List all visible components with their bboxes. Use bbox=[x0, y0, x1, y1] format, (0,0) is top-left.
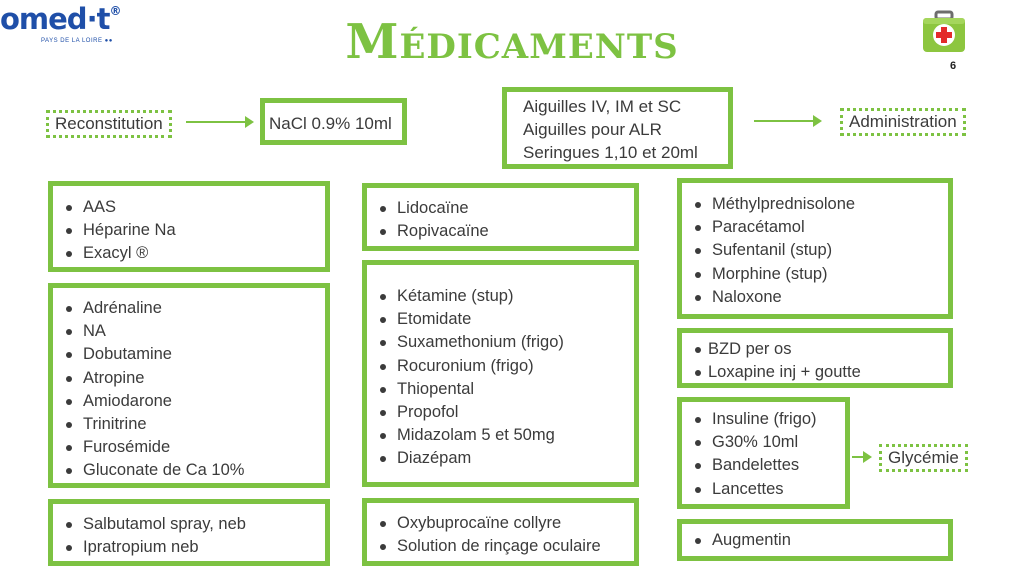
reconstitution-label: Reconstitution bbox=[46, 110, 172, 138]
drug-box-col2-1 bbox=[362, 183, 639, 251]
needles-box bbox=[502, 87, 733, 169]
drug-item: Lancettes bbox=[682, 478, 845, 501]
drug-item: Dobutamine bbox=[53, 343, 325, 366]
drug-item: G30% 10ml bbox=[682, 431, 845, 454]
logo-registered-mark: ® bbox=[109, 4, 121, 18]
drug-box-col3-1 bbox=[677, 178, 953, 319]
drug-item: Propofol bbox=[367, 401, 634, 424]
drug-item: Ipratropium neb bbox=[53, 536, 325, 559]
drug-item: Gluconate de Ca 10% bbox=[53, 459, 325, 482]
arrow-right-icon bbox=[186, 121, 252, 123]
administration-label: Administration bbox=[840, 108, 966, 136]
needles-item: Aiguilles IV, IM et SC bbox=[523, 97, 682, 116]
drug-item: Furosémide bbox=[53, 436, 325, 459]
drug-item: Solution de rinçage oculaire bbox=[367, 535, 634, 558]
drug-item: Atropine bbox=[53, 367, 325, 390]
drug-item: Bandelettes bbox=[682, 454, 845, 477]
drug-item: BZD per os bbox=[682, 338, 948, 361]
drug-item: Augmentin bbox=[682, 529, 948, 552]
drug-item: NA bbox=[53, 320, 325, 343]
logo-text: omed·t bbox=[0, 2, 110, 36]
drug-item: Trinitrine bbox=[53, 413, 325, 436]
drug-item: Midazolam 5 et 50mg bbox=[367, 424, 634, 447]
drug-item: Naloxone bbox=[682, 286, 948, 309]
drug-box-col3-4 bbox=[677, 519, 953, 561]
needles-item: Aiguilles pour ALR bbox=[523, 120, 662, 139]
drug-item: Etomidate bbox=[367, 308, 634, 331]
drug-item: Amiodarone bbox=[53, 390, 325, 413]
drug-item: Adrénaline bbox=[53, 297, 325, 320]
drug-item: AAS bbox=[53, 196, 325, 219]
needles-item: Seringues 1,10 et 20ml bbox=[523, 143, 698, 162]
drug-item: Paracétamol bbox=[682, 216, 948, 239]
drug-item: Sufentanil (stup) bbox=[682, 239, 948, 262]
drug-item: Méthylprednisolone bbox=[682, 193, 948, 216]
drug-item: Insuline (frigo) bbox=[682, 408, 845, 431]
drug-box-col1-2 bbox=[48, 283, 330, 488]
arrow-right-icon bbox=[754, 120, 820, 122]
drug-item: Salbutamol spray, neb bbox=[53, 513, 325, 536]
drug-item: Thiopental bbox=[367, 378, 634, 401]
drug-box-col3-3 bbox=[677, 397, 850, 509]
arrow-right-icon bbox=[852, 456, 870, 458]
nacl-box bbox=[260, 98, 407, 145]
drug-item: Morphine (stup) bbox=[682, 263, 948, 286]
drug-item: Rocuronium (frigo) bbox=[367, 355, 634, 378]
page-title: Médicaments bbox=[345, 14, 679, 70]
needles-list bbox=[523, 95, 698, 164]
drug-item: Suxamethonium (frigo) bbox=[367, 331, 634, 354]
drug-box-col2-2 bbox=[362, 260, 639, 487]
first-aid-kit-icon bbox=[921, 10, 967, 55]
drug-item: Exacyl ® bbox=[53, 242, 325, 265]
drug-box-col2-3 bbox=[362, 498, 639, 566]
drug-item: Oxybuprocaïne collyre bbox=[367, 512, 634, 535]
drug-item: Ropivacaïne bbox=[367, 220, 634, 243]
logo-subtitle: PAYS DE LA LOIRE ●● bbox=[41, 38, 113, 44]
glycemie-label: Glycémie bbox=[879, 444, 968, 472]
drug-item: Kétamine (stup) bbox=[367, 285, 634, 308]
drug-item: Héparine Na bbox=[53, 219, 325, 242]
drug-item: Loxapine inj + goutte bbox=[682, 361, 948, 384]
drug-box-col3-2 bbox=[677, 328, 953, 388]
drug-box-col1-1 bbox=[48, 181, 330, 272]
drug-item: Diazépam bbox=[367, 447, 634, 470]
nacl-label: NaCl 0.9% 10ml bbox=[269, 114, 392, 133]
page-number: 6 bbox=[950, 60, 957, 72]
drug-item: Lidocaïne bbox=[367, 197, 634, 220]
drug-box-col1-3 bbox=[48, 499, 330, 566]
